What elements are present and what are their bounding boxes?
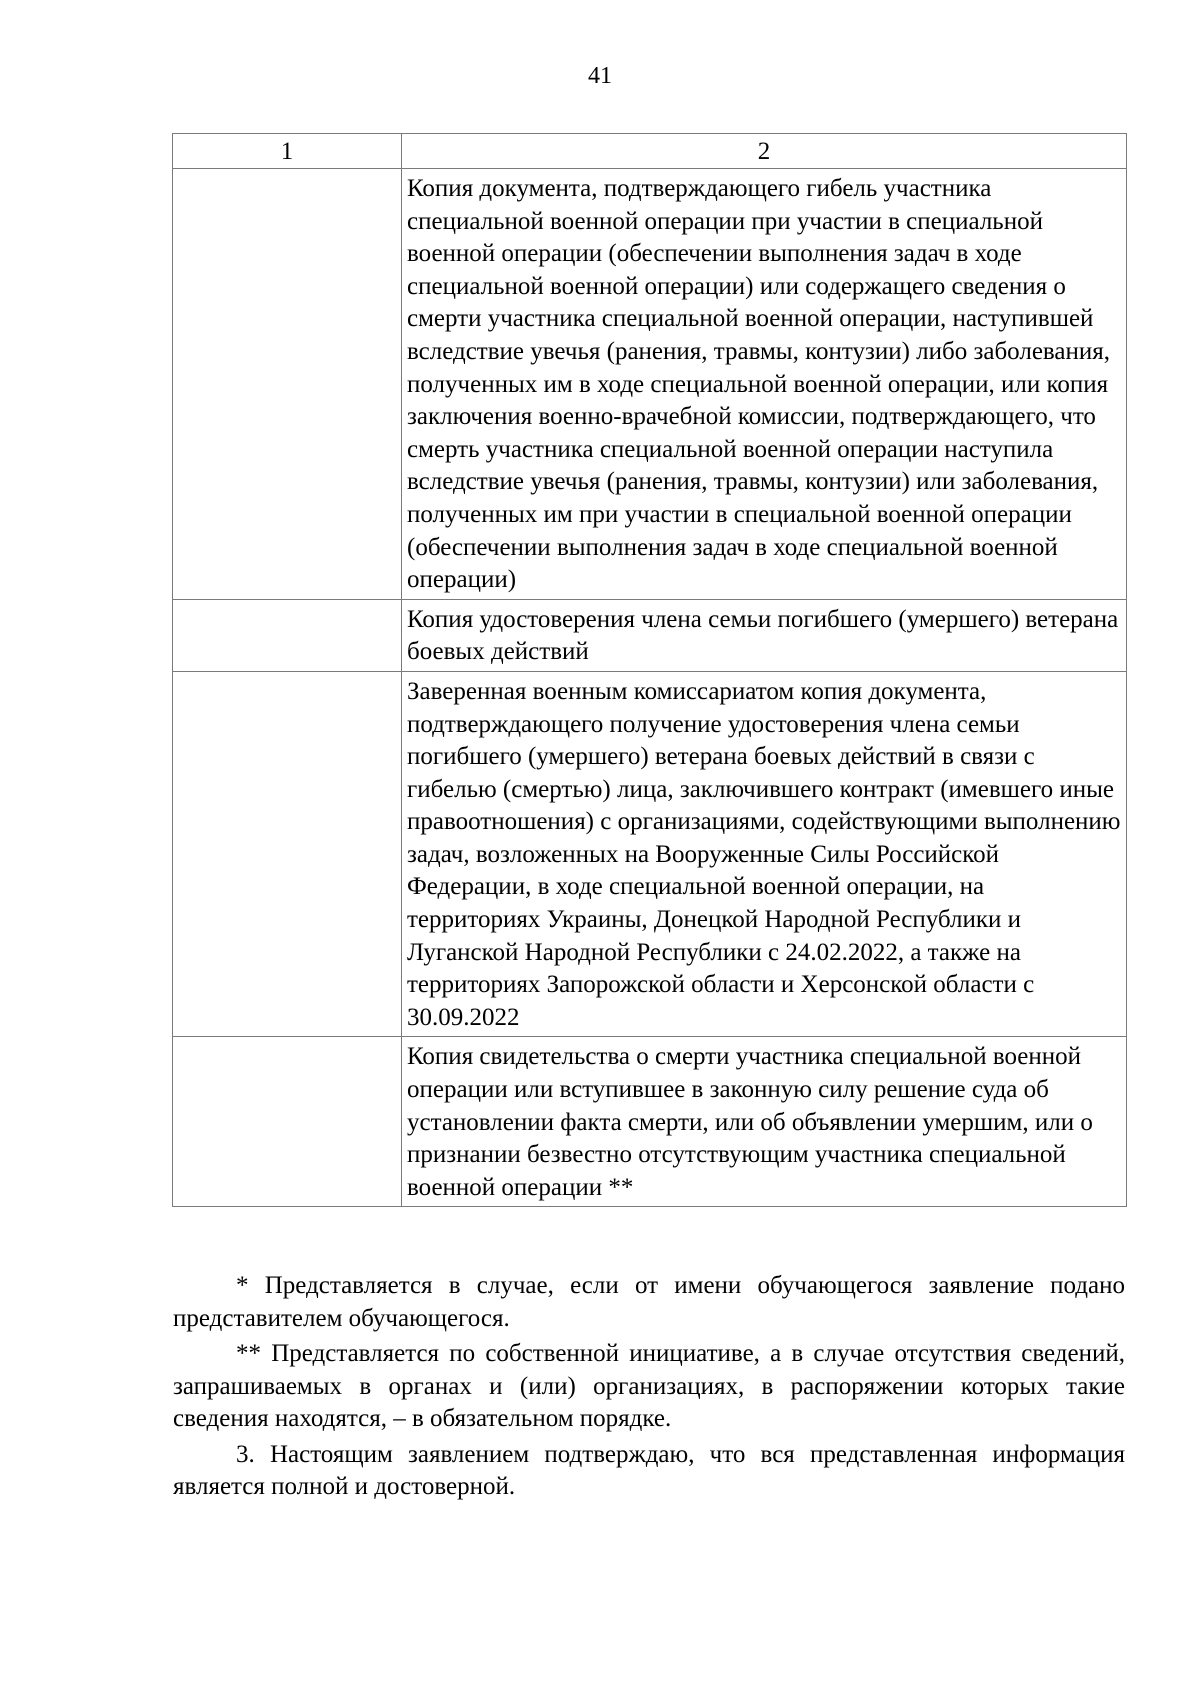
table-row (173, 169, 1127, 600)
table-cell-col1 (173, 1037, 402, 1207)
table-cell-col2: Копия свидетельства о смерти участника специальной военной операции или вступившее в законную силу решение суда об установлении факта смерти, или об объявлении умершим, или о признании безвестно отсутствующим участника специальной военной операции ** (402, 1037, 1127, 1207)
table-cell-col2: Копия удостоверения члена семьи погибшего (умершего) ветерана боевых действий (402, 599, 1127, 671)
confirmation-paragraph: 3. Настоящим заявлением подтверждаю, что вся представленная информация является полной и достоверной. (173, 1440, 1125, 1500)
table-row (173, 599, 1127, 671)
table-cell-col2: Копия документа, подтверждающего гибель участника специальной военной операции при участии в специальной военной операции (обеспечении выполнения задач в ходе специальной военной операции) или содержащего сведения о смерти участника специальной военной операции, наступившей вследствие увечья (ранения, травмы, контузии) либо заболевания, полученных им в ходе специальной военной операции, или копия заключения военно-врачебной комиссии, подтверждающего, что смерть участника специальной военной операции наступила вследствие увечья (ранения, травмы, контузии) или заболевания, полученных им при участии в специальной военной операции (обеспечении выполнения задач в ходе специальной военной операции) (402, 169, 1127, 600)
footnote-representative: * Представляется в случае, если от имени обучающегося заявление подано представителем обучающегося. (173, 1272, 1125, 1332)
footnote-own-initiative: ** Представляется по собственной инициативе, а в случае отсутствия сведений, запрашиваемых в органах и (или) организациях, в распоряжении которых такие сведения находятся, – в обязательном порядке. (173, 1340, 1125, 1432)
footnotes-section (173, 1270, 1125, 1504)
table-header-row (173, 134, 1127, 169)
table-header-cell-2: 2 (402, 134, 1127, 169)
table-cell-col2: Заверенная военным комиссариатом копия документа, подтверждающего получение удостоверения члена семьи погибшего (умершего) ветерана боевых действий в связи с гибелью (смертью) лица, заключившего контракт (имевшего иные правоотношения) с организациями, содействующими выполнению задач, возложенных на Вооруженные Силы Российской Федерации, в ходе специальной военной операции, на территориях Украины, Донецкой Народной Республики и Луганской Народной Республики с 24.02.2022, а также на территориях Запорожской области и Херсонской области с 30.09.2022 (402, 671, 1127, 1037)
table-cell-col1 (173, 599, 402, 671)
page-number: 41 (588, 63, 612, 89)
table-row (173, 671, 1127, 1037)
table-header-cell-1: 1 (173, 134, 402, 169)
table-row (173, 1037, 1127, 1207)
table-cell-col1 (173, 671, 402, 1037)
table-cell-col1 (173, 169, 402, 600)
documents-table (172, 133, 1127, 1207)
